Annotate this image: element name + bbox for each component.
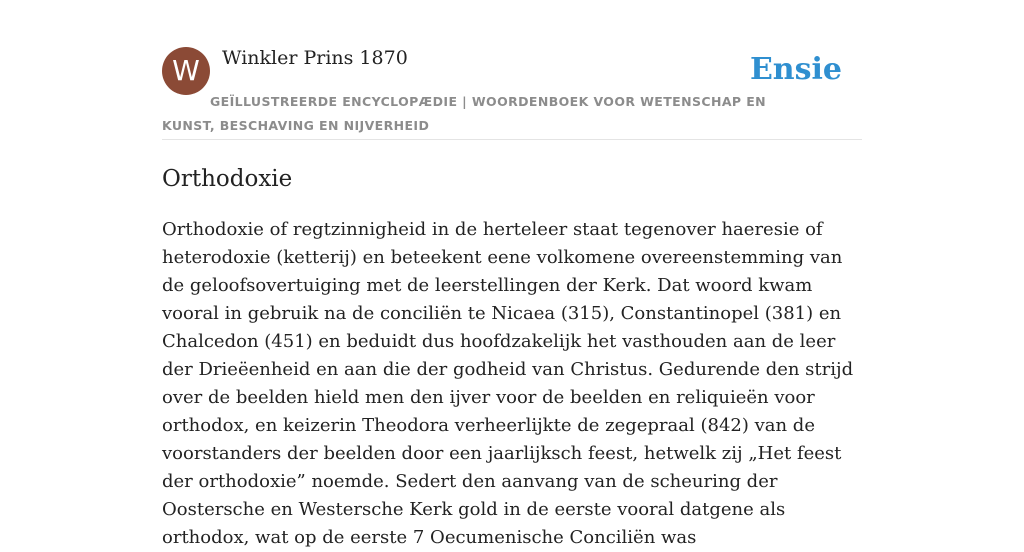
article-title: Orthodoxie xyxy=(162,166,293,192)
source-avatar[interactable]: W xyxy=(162,47,210,95)
article-body: Orthodoxie of regtzinnigheid in de herteleer staat tegenover haeresie of heterodoxie (ketterij) en beteekent eene volkomene overeenstemming van de geloofsovertuiging met de leerstellingen der Kerk. Dat woord kwam vooral in gebruik na de conciliën te Nicaea (315), Constantinopel (381) en Chalcedon (451) en beduidt dus hoofdzakelijk het vasthouden aan de leer der Drieëenheid en aan die der godheid van Christus. Gedurende den strijd over de beelden hield men den ijver voor de beelden en reliquieën voor orthodox, en keizerin Theodora verheerlijkte de zegepraal (842) van de voorstanders der beelden door een jaarlijksch feest, hetwelk zij „Het feest der orthodoxie” noemde. Sedert den aanvang van de scheuring der Oostersche en Westersche Kerk gold in de eerste vooral datgene als orthodox, wat op de eerste 7 Oecumenische Conciliën was xyxy=(162,219,854,548)
source-title-link[interactable]: Winkler Prins 1870 xyxy=(222,47,408,69)
source-header xyxy=(162,46,862,140)
source-subtitle: GEÏLLUSTREERDE ENCYCLOPÆDIE | WOORDENBOEK VOOR WETENSCHAP EN KUNST, BESCHAVING EN NIJVERHEID xyxy=(162,94,767,133)
ensie-logo[interactable]: Ensie xyxy=(749,52,842,87)
